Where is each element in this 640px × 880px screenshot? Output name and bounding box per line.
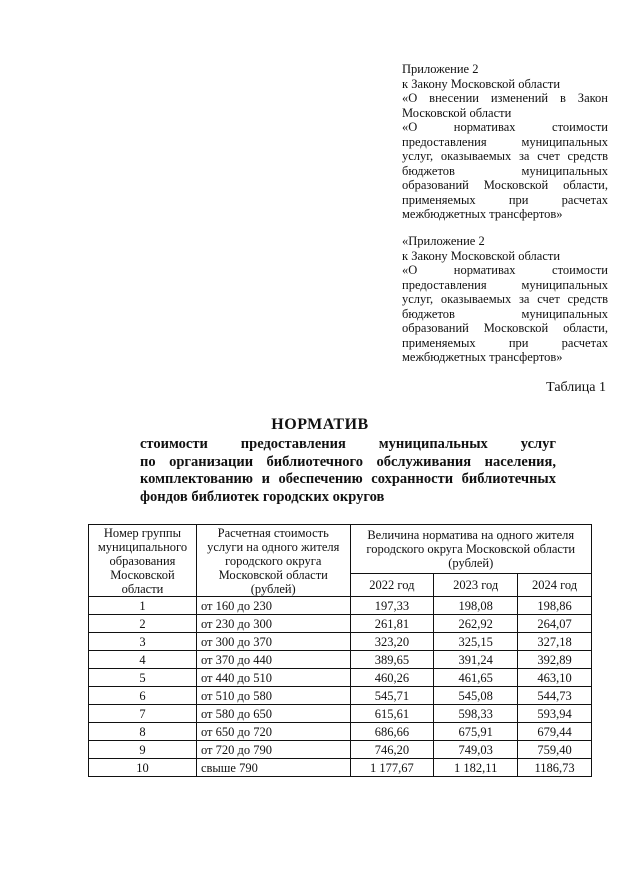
- cell-value: 325,15: [434, 633, 518, 651]
- cell-value: 593,94: [518, 705, 592, 723]
- cell-group: 4: [89, 651, 197, 669]
- cell-value: 675,91: [434, 723, 518, 741]
- table-row: [89, 741, 592, 759]
- cell-group: 5: [89, 669, 197, 687]
- header-year: 2024 год: [518, 574, 592, 597]
- cell-value: 1186,73: [518, 759, 592, 777]
- annex-line: к Закону Московской области: [402, 248, 561, 263]
- cell-value: 1 177,67: [350, 759, 434, 777]
- annex-line: к Закону Московской области: [402, 76, 561, 91]
- table-row: [89, 723, 592, 741]
- table-label: Таблица 1: [546, 380, 606, 395]
- cell-value: 679,44: [518, 723, 592, 741]
- subtitle-line: по организации библиотечного обслуживания населения,: [140, 453, 556, 470]
- header-norm: Величина норматива на одного жителя городского округа Московской области (рублей): [350, 525, 591, 574]
- cell-range: от 370 до 440: [196, 651, 350, 669]
- cell-range: свыше 790: [196, 759, 350, 777]
- cell-range: от 300 до 370: [196, 633, 350, 651]
- cell-value: 327,18: [518, 633, 592, 651]
- annex-line: «Приложение 2: [402, 234, 485, 248]
- cell-range: от 720 до 790: [196, 741, 350, 759]
- cell-group: 8: [89, 723, 197, 741]
- cell-value: 686,66: [350, 723, 434, 741]
- table-row: [89, 687, 592, 705]
- cell-value: 749,03: [434, 741, 518, 759]
- subtitle-line: комплектованию и обеспечению сохранности библиотечных: [140, 471, 556, 487]
- cell-value: 264,07: [518, 615, 592, 633]
- annex-line: Приложение 2: [402, 62, 479, 76]
- cell-range: от 440 до 510: [196, 669, 350, 687]
- cell-value: 461,65: [434, 669, 518, 687]
- table-row: [89, 705, 592, 723]
- cell-group: 6: [89, 687, 197, 705]
- annex-header-current: [402, 62, 608, 222]
- document-title: НОРМАТИВ: [271, 416, 369, 433]
- cell-value: 615,61: [350, 705, 434, 723]
- cell-value: 392,89: [518, 651, 592, 669]
- subtitle-line: фондов библиотек городских округов: [140, 488, 385, 505]
- cell-value: 545,71: [350, 687, 434, 705]
- cell-value: 746,20: [350, 741, 434, 759]
- table-header-row: [89, 525, 592, 574]
- cell-value: 460,26: [350, 669, 434, 687]
- cell-group: 9: [89, 741, 197, 759]
- cell-value: 198,86: [518, 597, 592, 615]
- cell-group: 10: [89, 759, 197, 777]
- annex-line: «О внесении изменений в Закон Московской области: [402, 91, 608, 120]
- cell-value: 391,24: [434, 651, 518, 669]
- cell-range: от 230 до 300: [196, 615, 350, 633]
- cell-value: 544,73: [518, 687, 592, 705]
- cell-group: 1: [89, 597, 197, 615]
- cell-value: 197,33: [350, 597, 434, 615]
- cell-group: 3: [89, 633, 197, 651]
- header-year: 2022 год: [350, 574, 434, 597]
- header-year: 2023 год: [434, 574, 518, 597]
- cell-value: 323,20: [350, 633, 434, 651]
- annex-line: «О нормативах стоимости предоставления муниципальных услуг, оказываемых за счет средств бюджетов муниципальных образований Московской области, применяемых при расчетах межбюджетных трансфертов»: [402, 120, 608, 221]
- table-row: [89, 615, 592, 633]
- cell-value: 463,10: [518, 669, 592, 687]
- cell-value: 1 182,11: [434, 759, 518, 777]
- cell-value: 759,40: [518, 741, 592, 759]
- table-row: [89, 633, 592, 651]
- cell-range: от 510 до 580: [196, 687, 350, 705]
- cell-range: от 160 до 230: [196, 597, 350, 615]
- cell-value: 198,08: [434, 597, 518, 615]
- table-row: [89, 669, 592, 687]
- table-row: [89, 759, 592, 777]
- table-row: [89, 597, 592, 615]
- subtitle-line: стоимости предоставления муниципальных услуг: [140, 436, 556, 452]
- cell-group: 2: [89, 615, 197, 633]
- cell-value: 598,33: [434, 705, 518, 723]
- header-group: Номер группы муниципального образования Московской области: [89, 525, 197, 597]
- cell-value: 545,08: [434, 687, 518, 705]
- annex-line: «О нормативах стоимости предоставления муниципальных услуг, оказываемых за счет средств бюджетов муниципальных образований Московской области, применяемых при расчетах межбюджетных трансфертов»: [402, 263, 608, 364]
- table-row: [89, 651, 592, 669]
- cell-value: 389,65: [350, 651, 434, 669]
- document-subtitle: [140, 436, 556, 506]
- annex-header-new: [402, 234, 608, 365]
- cell-value: 261,81: [350, 615, 434, 633]
- cell-range: от 580 до 650: [196, 705, 350, 723]
- norm-table: [88, 524, 592, 777]
- cell-value: 262,92: [434, 615, 518, 633]
- cell-range: от 650 до 720: [196, 723, 350, 741]
- header-cost: Расчетная стоимость услуги на одного жителя городского округа Московской области (рублей): [196, 525, 350, 597]
- cell-group: 7: [89, 705, 197, 723]
